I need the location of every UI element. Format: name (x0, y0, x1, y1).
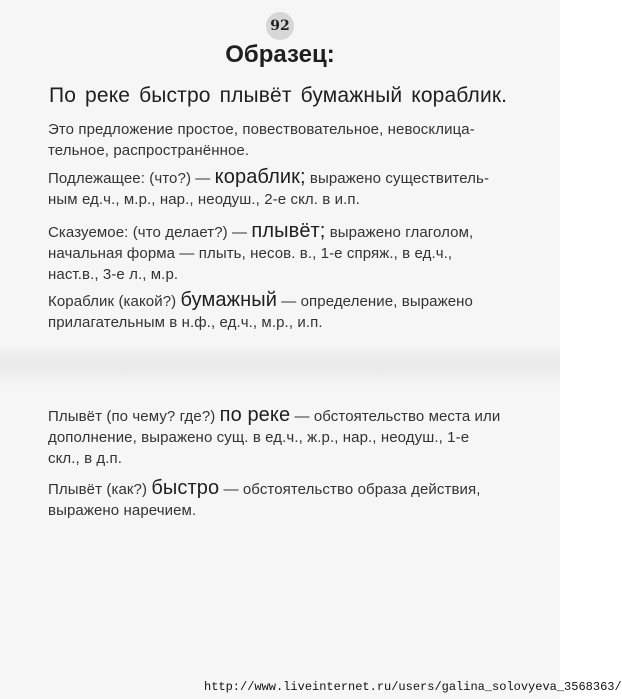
subject-line: ным ед.ч., м.р., нар., неодуш., 2-е скл. в и.п. (48, 191, 360, 208)
sentence-type-paragraph (48, 119, 522, 161)
example-sentence: По реке быстро плывёт бумажный кораблик. (49, 84, 508, 107)
adverbial-manner-line: выражено наречием. (48, 502, 197, 519)
adverbial-place-line: скл., в д.п. (48, 450, 123, 467)
adverbial-place-line: дополнение, выражено сущ. в ед.ч., ж.р., нар., неодуш., 1-е (48, 429, 470, 446)
predicate-line: наст.в., 3-е л., м.р. (48, 266, 179, 283)
adverbial-manner-description: — обстоятельство образа действия, (219, 481, 481, 498)
predicate-line (48, 221, 522, 243)
adverbial-place-description: — обстоятельство места или (290, 408, 501, 425)
subject-paragraph (48, 167, 522, 210)
attribute-line: прилагательным в н.ф., ед.ч., м.р., и.п. (48, 314, 323, 331)
subject-question: Подлежащее: (что?) — (48, 170, 215, 187)
predicate-question: Сказуемое: (что делает?) — (48, 224, 252, 241)
predicate-word: плывёт; (251, 220, 326, 242)
adverbial-manner-word: быстро (151, 477, 220, 499)
sentence-type-line: тельное, распространённое. (48, 142, 250, 159)
adverbial-manner-line (48, 478, 522, 500)
page-number: 92 (266, 12, 294, 40)
attribute-description: — определение, выражено (276, 293, 473, 310)
adverbial-manner-paragraph (48, 478, 522, 521)
adverbial-place-paragraph (48, 405, 522, 469)
page-fold (0, 348, 560, 386)
subject-line (48, 167, 522, 189)
adverbial-place-line (48, 405, 522, 427)
adverbial-place-question: Плывёт (по чему? где?) (48, 408, 220, 425)
page-title: Образец: (225, 41, 335, 68)
attribute-question: Кораблик (какой?) (48, 293, 181, 310)
predicate-paragraph (48, 221, 522, 285)
attribute-paragraph (48, 290, 522, 333)
attribute-line (48, 290, 522, 312)
subject-description: выражено существитель- (305, 170, 490, 187)
sentence-type-line: Это предложение простое, повествовательное, невосклица- (48, 121, 475, 138)
source-url-watermark: http://www.liveinternet.ru/users/galina_solovyeva_3568363/ (204, 680, 622, 694)
adverbial-manner-question: Плывёт (как?) (48, 481, 152, 498)
predicate-line: начальная форма — плыть, несов. в., 1-е спряж., в ед.ч., (48, 245, 453, 262)
attribute-word: бумажный (180, 289, 277, 311)
predicate-description: выражено глаголом, (325, 224, 474, 241)
subject-word: кораблик; (214, 166, 306, 188)
adverbial-place-word: по реке (219, 404, 291, 426)
